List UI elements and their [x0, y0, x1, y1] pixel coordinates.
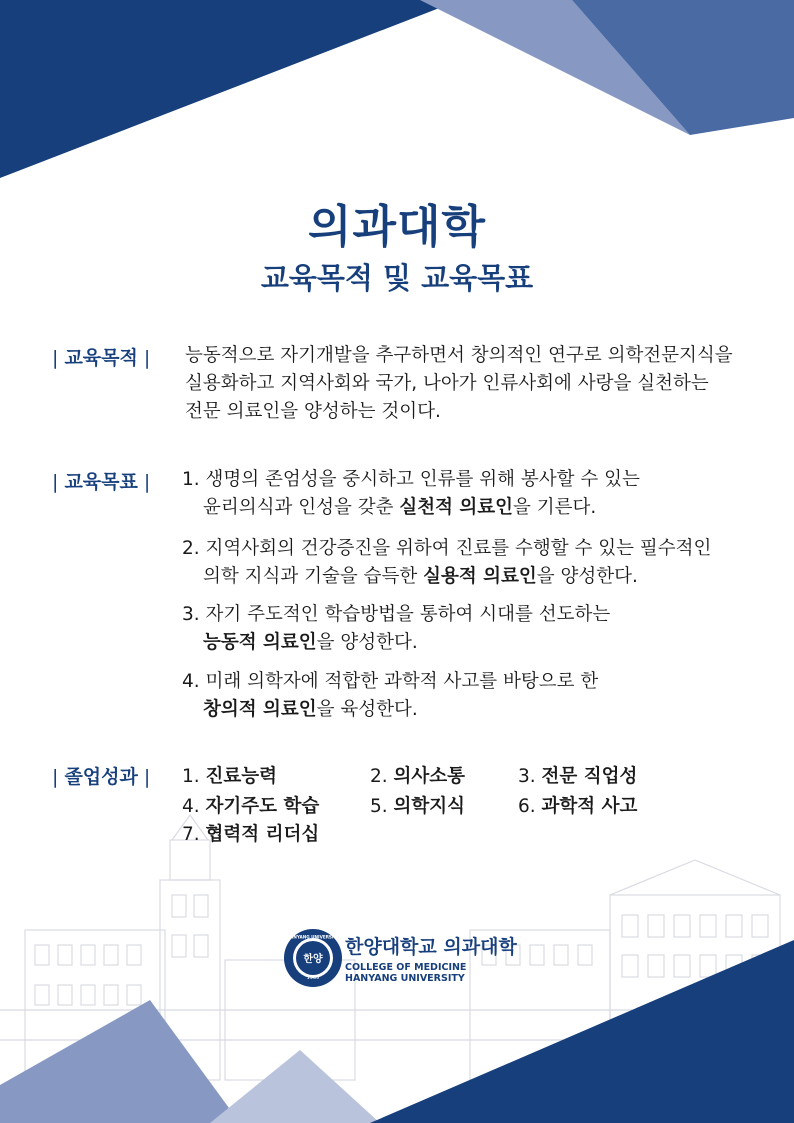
page-subtitle: 교육목적 및 교육목표: [260, 261, 534, 295]
goal-item-1: 1. 생명의 존엄성을 중시하고 인류를 위해 봉사할 수 있는 윤리의식과 인성을 갖춘 실천적 의료인을 기른다.: [182, 469, 640, 518]
college-name-english: COLLEGE OF MEDICINE HANYANG UNIVERSITY: [345, 962, 467, 984]
outcome-item: 7. 협력적 리더십: [182, 824, 320, 845]
outcome-item: 6. 과학적 사고: [518, 796, 638, 817]
college-name-korean: 한양대학교 의과대학: [345, 936, 517, 958]
outcomes-label: | 졸업성과 |: [52, 766, 151, 788]
purpose-text: [185, 342, 775, 426]
top-left-navy-shape: [0, 0, 460, 178]
goal-item-3: 3. 자기 주도적인 학습방법을 통하여 시대를 선도하는 능동적 의료인을 양성한다.: [182, 604, 611, 653]
outcome-item: 1. 진료능력: [182, 766, 278, 787]
page-title: 의과대학: [308, 200, 486, 253]
svg-text:HANYANG UNIVERSITY: HANYANG UNIVERSITY: [286, 934, 340, 940]
bottom-left-light-shape: [0, 1000, 240, 1123]
svg-text:한양: 한양: [303, 954, 323, 965]
outcome-item: 4. 자기주도 학습: [182, 796, 320, 817]
goal-item-4: 4. 미래 의학자에 적합한 과학적 사고를 바탕으로 한 창의적 의료인을 육성한다.: [182, 671, 599, 720]
goals-label: | 교육목표 |: [52, 471, 151, 493]
university-seal-icon: [283, 928, 343, 988]
outcome-item: 5. 의학지식: [370, 796, 466, 817]
purpose-label: | 교육목적 |: [52, 347, 151, 369]
goal-item-2: 2. 지역사회의 건강증진을 위하여 진료를 수행할 수 있는 필수적인 의학 지식과 기술을 습득한 실용적 의료인을 양성한다.: [182, 538, 712, 587]
outcome-item: 3. 전문 직업성: [518, 766, 638, 787]
purpose-line: 실용화하고 지역사회와 국가, 나아가 인류사회에 사랑을 실천하는: [185, 373, 709, 394]
outcome-item: 2. 의사소통: [370, 766, 466, 787]
svg-text:1939: 1939: [306, 975, 320, 981]
purpose-line: 능동적으로 자기개발을 추구하면서 창의적인 연구로 의학전문지식을: [185, 345, 733, 366]
purpose-line: 전문 의료인을 양성하는 것이다.: [185, 401, 441, 422]
